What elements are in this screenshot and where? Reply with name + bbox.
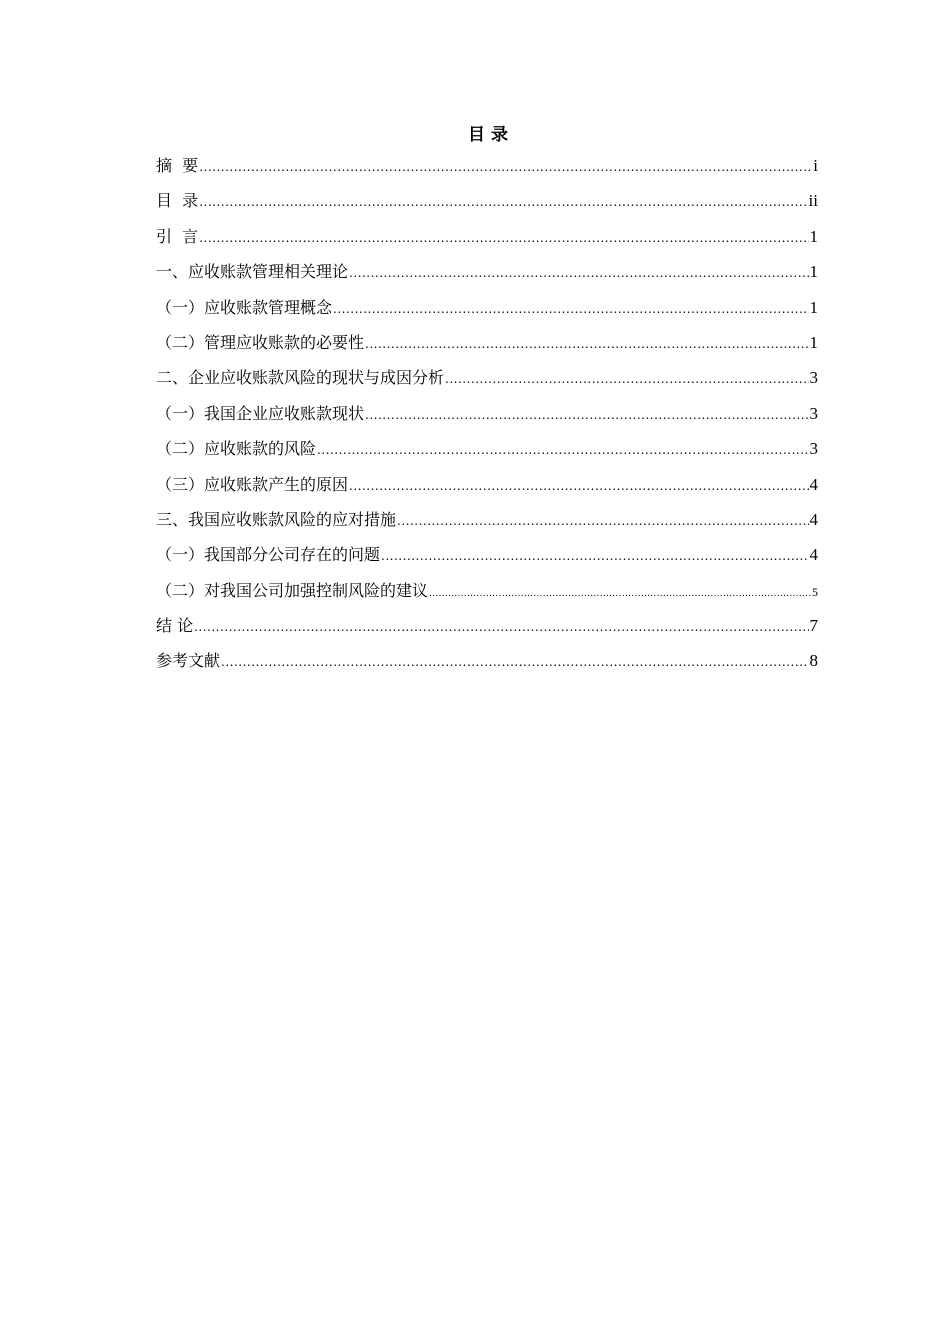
toc-entry-page: 3 xyxy=(809,368,818,388)
toc-title: 目 录 xyxy=(468,125,508,145)
toc-entry-page: 4 xyxy=(809,474,818,494)
toc-entry-label: 二、企业应收账款风险的现状与成因分析 xyxy=(156,368,445,388)
toc-entry-label: 摘 要 xyxy=(156,156,199,175)
toc-leader-dots xyxy=(317,434,808,466)
toc-entry-page: 7 xyxy=(809,616,818,636)
toc-entry-page: 5 xyxy=(812,584,818,599)
toc-entry-label: （二）管理应收账款的必要性 xyxy=(156,332,365,352)
toc-leader-dots xyxy=(429,578,811,610)
toc-entry-page: 1 xyxy=(809,297,818,317)
toc-entry-section-3-1[interactable] xyxy=(156,539,818,574)
toc-entry-page: 4 xyxy=(809,545,818,565)
toc-entry-label: 引 言 xyxy=(156,226,199,246)
toc-entry-label: （二）应收账款的风险 xyxy=(156,439,317,459)
toc-entry-section-2-1[interactable] xyxy=(156,398,818,433)
toc-entry-label: （一）我国部分公司存在的问题 xyxy=(156,545,381,565)
toc-entry-page: 1 xyxy=(809,262,818,282)
toc-entry-page: 1 xyxy=(809,332,818,352)
toc-entry-label: （三）应收账款产生的原因 xyxy=(156,474,349,494)
toc-entry-section-3-2[interactable] xyxy=(156,575,818,610)
toc-leader-dots xyxy=(199,222,808,254)
toc-entry-section-2-2[interactable] xyxy=(156,433,818,468)
toc-entry-references[interactable] xyxy=(156,645,818,680)
toc-entry-page: 8 xyxy=(809,651,818,671)
toc-entry-page: 3 xyxy=(809,439,818,459)
toc-entry-conclusion[interactable] xyxy=(156,610,818,645)
toc-entry-contents[interactable] xyxy=(156,185,818,220)
toc-entry-section-1[interactable] xyxy=(156,256,818,291)
toc-entry-section-1-2[interactable] xyxy=(156,327,818,362)
toc-list xyxy=(156,150,818,681)
toc-entry-section-1-1[interactable] xyxy=(156,292,818,327)
toc-entry-section-2[interactable] xyxy=(156,362,818,397)
toc-entry-section-2-3[interactable] xyxy=(156,469,818,504)
toc-leader-dots xyxy=(397,505,808,537)
toc-entry-label: 一、应收账款管理相关理论 xyxy=(156,262,349,282)
toc-leader-dots xyxy=(221,646,808,678)
toc-entry-label: （一）应收账款管理概念 xyxy=(156,297,333,317)
toc-entry-page: ii xyxy=(808,191,818,211)
toc-entry-abstract[interactable] xyxy=(156,150,818,185)
toc-entry-label: 目 录 xyxy=(156,191,199,211)
toc-entry-label: （一）我国企业应收账款现状 xyxy=(156,403,365,423)
toc-leader-dots xyxy=(199,186,807,218)
toc-entry-page: 3 xyxy=(809,403,818,423)
toc-entry-page: i xyxy=(813,156,818,175)
toc-entry-page: 1 xyxy=(809,226,818,246)
toc-leader-dots xyxy=(199,151,812,183)
toc-entry-page: 4 xyxy=(809,509,818,529)
toc-leader-dots xyxy=(349,257,808,289)
toc-leader-dots xyxy=(349,470,808,502)
toc-leader-dots xyxy=(365,328,808,360)
toc-entry-label: 结 论 xyxy=(156,616,194,636)
toc-entry-label: 三、我国应收账款风险的应对措施 xyxy=(156,509,397,529)
toc-entry-introduction[interactable] xyxy=(156,221,818,256)
toc-entry-label: 参考文献 xyxy=(156,651,221,671)
toc-entry-section-3[interactable] xyxy=(156,504,818,539)
toc-leader-dots xyxy=(445,363,808,395)
toc-leader-dots xyxy=(194,611,808,643)
toc-leader-dots xyxy=(381,540,808,572)
toc-entry-label: （二）对我国公司加强控制风险的建议 xyxy=(156,580,429,600)
toc-leader-dots xyxy=(333,293,808,325)
toc-leader-dots xyxy=(365,399,808,431)
